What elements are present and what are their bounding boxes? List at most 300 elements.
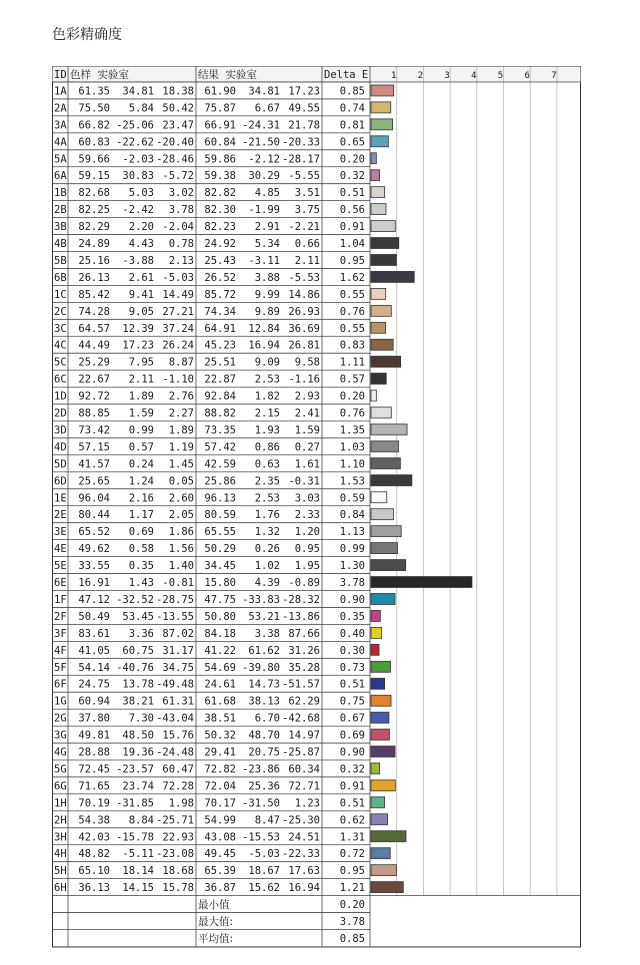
row-id: 4D — [54, 441, 67, 454]
result-L: 49.45 — [204, 848, 236, 861]
result-L: 43.08 — [204, 831, 236, 844]
row-id: 6C — [54, 373, 67, 386]
result-L: 38.51 — [204, 712, 236, 725]
result-b: 17.23 — [288, 85, 320, 98]
delta-e-value: 0.91 — [339, 221, 365, 234]
sample-b: 31.17 — [162, 644, 194, 657]
delta-e-bar — [371, 865, 396, 876]
sample-b: -25.71 — [156, 814, 194, 827]
result-b: 1.20 — [294, 526, 320, 539]
sample-b: 15.76 — [162, 729, 194, 742]
row-id: 5F — [54, 661, 67, 674]
sample-b: -5.72 — [162, 170, 194, 183]
sample-a: 7.30 — [128, 712, 154, 725]
row-id: 6E — [54, 577, 67, 589]
row-id: 1F — [54, 593, 67, 606]
row-id: 1B — [54, 187, 67, 200]
sample-b: 34.75 — [162, 661, 194, 674]
delta-e-bar — [371, 407, 391, 418]
delta-e-value: 0.73 — [339, 661, 365, 674]
sample-L: 57.15 — [78, 441, 110, 454]
result-a: 6.67 — [254, 102, 280, 115]
result-b: 60.34 — [288, 763, 320, 776]
result-b: 26.81 — [288, 339, 320, 352]
delta-e-value: 0.76 — [339, 305, 365, 318]
sample-b: 18.38 — [162, 85, 194, 98]
sample-L: 48.82 — [78, 848, 110, 861]
delta-e-bar — [371, 746, 395, 757]
summary-value: 0.85 — [339, 932, 365, 945]
sample-a: -22.62 — [116, 136, 154, 149]
row-id: 1H — [54, 797, 67, 810]
sample-a: -25.06 — [116, 119, 154, 132]
result-a: -21.50 — [242, 136, 280, 149]
result-L: 25.51 — [204, 356, 236, 369]
result-b: 2.11 — [294, 254, 320, 267]
sample-b: 1.40 — [168, 560, 194, 573]
sample-a: 18.14 — [122, 865, 154, 878]
sample-a: 12.39 — [122, 322, 154, 335]
sample-L: 66.82 — [78, 119, 110, 132]
result-a: -31.50 — [242, 797, 280, 810]
result-a: 48.70 — [248, 729, 280, 742]
sample-a: 19.36 — [122, 746, 154, 759]
delta-e-bar — [371, 763, 380, 774]
sample-L: 26.13 — [78, 271, 110, 284]
sample-a: -2.03 — [122, 153, 154, 166]
row-id: 2A — [54, 102, 67, 115]
sample-L: 88.85 — [78, 407, 110, 420]
sample-a: 9.41 — [128, 288, 154, 301]
sample-b: 87.02 — [162, 627, 194, 640]
row-id: 1G — [54, 695, 67, 708]
delta-e-value: 1.31 — [339, 831, 365, 844]
result-L: 72.82 — [204, 763, 236, 776]
delta-e-value: 0.51 — [339, 678, 365, 691]
row-id: 4A — [54, 136, 67, 149]
sample-a: 0.69 — [128, 526, 154, 539]
result-a: 1.93 — [254, 424, 280, 437]
row-id: 1E — [54, 492, 67, 505]
delta-e-value: 0.59 — [339, 492, 365, 505]
delta-e-bar — [371, 509, 393, 520]
result-b: 1.59 — [294, 424, 320, 437]
row-id: 6B — [54, 271, 67, 284]
result-a: -1.99 — [248, 204, 280, 217]
row-id: 3E — [54, 526, 67, 539]
delta-e-value: 1.30 — [339, 560, 365, 573]
delta-e-bar — [371, 848, 390, 859]
sample-b: 0.05 — [168, 475, 194, 488]
delta-e-bar — [371, 492, 387, 503]
result-a: 34.81 — [248, 85, 280, 98]
row-id: 3C — [54, 322, 67, 335]
delta-e-bar — [371, 678, 385, 689]
sample-L: 44.49 — [78, 339, 110, 352]
result-b: 0.95 — [294, 543, 320, 556]
sample-a: 34.81 — [122, 85, 154, 98]
result-a: 1.32 — [254, 526, 280, 539]
row-id: 5B — [54, 254, 67, 267]
delta-e-bar — [371, 356, 401, 367]
result-L: 61.68 — [204, 695, 236, 708]
result-b: 16.94 — [288, 882, 320, 895]
result-b: 1.61 — [294, 458, 320, 471]
result-a: 1.76 — [254, 509, 280, 522]
result-L: 59.86 — [204, 153, 236, 166]
result-b: 72.71 — [288, 780, 320, 793]
result-L: 92.84 — [204, 390, 236, 403]
delta-e-bar — [371, 661, 390, 672]
sample-a: -23.57 — [116, 763, 154, 776]
row-id: 6H — [54, 882, 67, 895]
row-id: 1C — [54, 288, 67, 301]
result-a: -5.03 — [248, 848, 280, 861]
sample-a: -32.52 — [116, 593, 154, 606]
result-b: -25.30 — [282, 814, 320, 827]
color-accuracy-table — [52, 66, 582, 954]
result-a: 1.82 — [254, 390, 280, 403]
result-b: -25.87 — [282, 746, 320, 759]
delta-e-value: 1.03 — [339, 441, 365, 454]
sample-a: 1.43 — [128, 577, 154, 589]
result-b: 3.75 — [294, 204, 320, 217]
result-b: -28.17 — [282, 153, 320, 166]
result-b: 0.27 — [294, 441, 320, 454]
result-a: 2.91 — [254, 221, 280, 234]
page-title: 色彩精确度 — [52, 27, 122, 43]
sample-a: 2.20 — [128, 221, 154, 234]
result-b: 17.63 — [288, 865, 320, 878]
delta-e-bar — [371, 238, 399, 249]
result-a: 61.62 — [248, 644, 280, 657]
sample-b: -24.48 — [156, 746, 194, 759]
result-b: 62.29 — [288, 695, 320, 708]
delta-e-value: 0.51 — [339, 187, 365, 200]
row-id: 3B — [54, 221, 67, 234]
result-L: 24.61 — [204, 678, 236, 691]
result-b: 2.41 — [294, 407, 320, 420]
sample-a: 5.84 — [128, 102, 154, 115]
sample-a: -31.85 — [116, 797, 154, 810]
sample-a: 5.03 — [128, 187, 154, 200]
row-id: 1D — [54, 390, 67, 403]
row-id: 3G — [54, 729, 67, 742]
result-L: 57.42 — [204, 441, 236, 454]
sample-a: 1.24 — [128, 475, 154, 488]
delta-e-value: 0.74 — [339, 102, 365, 115]
delta-e-value: 1.35 — [339, 424, 365, 437]
sample-L: 71.65 — [78, 780, 110, 793]
result-L: 84.18 — [204, 627, 236, 640]
sample-a: 23.74 — [122, 780, 154, 793]
delta-e-bar — [371, 458, 400, 469]
sample-b: 2.60 — [168, 492, 194, 505]
delta-e-bar — [371, 305, 391, 316]
delta-e-value: 1.53 — [339, 475, 365, 488]
sample-a: 2.11 — [128, 373, 154, 386]
sample-b: -5.03 — [162, 271, 194, 284]
sample-L: 33.55 — [78, 560, 110, 573]
sample-b: 37.24 — [162, 322, 194, 335]
result-a: 2.15 — [254, 407, 280, 420]
header-result: 结果 实验室 — [198, 69, 257, 81]
sample-b: -28.75 — [156, 593, 194, 606]
sample-L: 96.04 — [78, 492, 110, 505]
delta-e-value: 0.81 — [339, 119, 365, 132]
header-delta-e: Delta E — [324, 69, 369, 81]
result-a: 4.39 — [254, 577, 280, 589]
delta-e-value: 3.78 — [339, 577, 365, 589]
result-a: 1.02 — [254, 560, 280, 573]
result-a: 12.84 — [248, 322, 280, 335]
delta-e-value: 0.90 — [339, 746, 365, 759]
result-L: 74.34 — [204, 305, 236, 318]
axis-tick-label: 7 — [551, 71, 557, 81]
result-a: 53.21 — [248, 610, 280, 623]
delta-e-bar — [371, 644, 379, 655]
sample-a: 13.78 — [122, 678, 154, 691]
row-id: 4E — [54, 543, 67, 556]
result-a: 5.34 — [254, 238, 280, 250]
result-L: 82.30 — [204, 204, 236, 217]
sample-L: 25.29 — [78, 356, 110, 369]
result-a: 3.38 — [254, 627, 280, 640]
result-b: -0.89 — [288, 577, 320, 589]
sample-L: 24.75 — [78, 678, 110, 691]
sample-L: 83.61 — [78, 627, 110, 640]
result-L: 64.91 — [204, 322, 236, 335]
sample-L: 24.89 — [78, 238, 110, 250]
delta-e-value: 0.75 — [339, 695, 365, 708]
sample-L: 50.49 — [78, 610, 110, 623]
row-id: 5D — [54, 458, 67, 471]
sample-a: -5.11 — [122, 848, 154, 861]
result-a: -3.11 — [248, 254, 280, 267]
result-b: 31.26 — [288, 644, 320, 657]
sample-b: 1.19 — [168, 441, 194, 454]
result-a: 16.94 — [248, 339, 280, 352]
delta-e-bar — [371, 729, 389, 740]
result-L: 96.13 — [204, 492, 236, 505]
sample-b: 1.56 — [168, 543, 194, 556]
sample-a: 4.43 — [128, 238, 154, 250]
sample-b: 3.02 — [168, 187, 194, 200]
sample-L: 65.10 — [78, 865, 110, 878]
result-b: 14.97 — [288, 729, 320, 742]
axis-tick-label: 3 — [444, 71, 450, 81]
result-L: 59.38 — [204, 170, 236, 183]
result-b: -1.16 — [288, 373, 320, 386]
sample-L: 36.13 — [78, 882, 110, 895]
sample-b: 2.05 — [168, 509, 194, 522]
row-id: 3D — [54, 424, 67, 437]
sample-a: 2.16 — [128, 492, 154, 505]
sample-L: 59.15 — [78, 170, 110, 183]
sample-b: -2.04 — [162, 221, 194, 234]
row-id: 6F — [54, 678, 67, 691]
delta-e-value: 1.04 — [339, 238, 365, 250]
sample-L: 60.83 — [78, 136, 110, 149]
sample-L: 60.94 — [78, 695, 110, 708]
sample-b: 1.86 — [168, 526, 194, 539]
result-L: 88.82 — [204, 407, 236, 420]
sample-a: 53.45 — [122, 610, 154, 623]
row-id: 2E — [54, 509, 67, 522]
result-b: 21.78 — [288, 119, 320, 132]
delta-e-value: 0.69 — [339, 729, 365, 742]
result-a: 9.09 — [254, 356, 280, 369]
row-id: 2B — [54, 204, 67, 217]
sample-L: 85.42 — [78, 288, 110, 301]
sample-L: 64.57 — [78, 322, 110, 335]
result-a: -2.12 — [248, 153, 280, 166]
sample-L: 41.57 — [78, 458, 110, 471]
row-id: 6G — [54, 780, 67, 793]
sample-a: 38.21 — [122, 695, 154, 708]
delta-e-bar — [371, 441, 399, 452]
result-b: -22.33 — [282, 848, 320, 861]
sample-L: 49.62 — [78, 543, 110, 556]
sample-L: 49.81 — [78, 729, 110, 742]
sample-L: 47.12 — [78, 593, 110, 606]
result-L: 61.90 — [204, 85, 236, 98]
sample-a: 1.59 — [128, 407, 154, 420]
result-L: 25.43 — [204, 254, 236, 267]
delta-e-bar — [371, 204, 386, 215]
sample-L: 54.38 — [78, 814, 110, 827]
result-L: 54.69 — [204, 661, 236, 674]
delta-e-value: 0.32 — [339, 763, 365, 776]
sample-b: 72.28 — [162, 780, 194, 793]
result-L: 29.41 — [204, 746, 236, 759]
delta-e-value: 0.76 — [339, 407, 365, 420]
result-L: 65.55 — [204, 526, 236, 539]
result-a: 3.88 — [254, 271, 280, 284]
result-a: 20.75 — [248, 746, 280, 759]
delta-e-bar — [371, 255, 396, 266]
sample-a: 0.57 — [128, 441, 154, 454]
result-b: 36.69 — [288, 322, 320, 335]
sample-a: 14.15 — [122, 882, 154, 895]
delta-e-value: 1.10 — [339, 458, 365, 471]
delta-e-bar — [371, 577, 472, 588]
sample-b: 61.31 — [162, 695, 194, 708]
delta-e-bar — [371, 136, 388, 147]
result-a: 15.62 — [248, 882, 280, 895]
result-L: 54.99 — [204, 814, 236, 827]
delta-e-value: 0.51 — [339, 797, 365, 810]
result-a: -23.86 — [242, 763, 280, 776]
delta-e-bar — [371, 390, 376, 401]
sample-b: 27.21 — [162, 305, 194, 318]
axis-tick-label: 1 — [390, 71, 397, 81]
result-b: 3.51 — [294, 187, 320, 200]
sample-b: 26.24 — [162, 339, 194, 352]
result-b: 3.03 — [294, 492, 320, 505]
result-L: 85.72 — [204, 288, 236, 301]
delta-e-value: 0.35 — [339, 610, 365, 623]
sample-b: 1.45 — [168, 458, 194, 471]
delta-e-value: 0.90 — [339, 593, 365, 606]
result-L: 45.23 — [204, 339, 236, 352]
delta-e-bar — [371, 271, 414, 282]
delta-e-bar — [371, 560, 406, 571]
sample-a: 0.24 — [128, 458, 154, 471]
result-a: 0.26 — [254, 543, 280, 556]
sample-b: 15.78 — [162, 882, 194, 895]
sample-L: 42.03 — [78, 831, 110, 844]
sample-b: 2.27 — [168, 407, 194, 420]
result-a: 2.35 — [254, 475, 280, 488]
sample-b: -49.48 — [156, 678, 194, 691]
axis-tick-label: 4 — [471, 71, 477, 81]
result-b: 24.51 — [288, 831, 320, 844]
sample-L: 73.42 — [78, 424, 110, 437]
delta-e-value: 0.95 — [339, 254, 365, 267]
delta-e-bar — [371, 543, 397, 554]
delta-e-bar — [371, 814, 388, 825]
delta-e-bar — [371, 288, 386, 299]
sample-L: 25.65 — [78, 475, 110, 488]
result-L: 24.92 — [204, 238, 236, 250]
delta-e-bar — [371, 712, 389, 723]
delta-e-bar — [371, 831, 406, 842]
result-L: 66.91 — [204, 119, 236, 132]
delta-e-bar — [371, 610, 380, 621]
result-L: 26.52 — [204, 271, 236, 284]
row-id: 3F — [54, 627, 67, 640]
sample-L: 75.50 — [78, 102, 110, 115]
result-L: 60.84 — [204, 136, 236, 149]
axis-tick-label: 6 — [524, 71, 530, 81]
sample-b: 3.78 — [168, 204, 194, 217]
delta-e-value: 0.91 — [339, 780, 365, 793]
sample-b: 1.89 — [168, 424, 194, 437]
delta-e-value: 0.55 — [339, 322, 365, 335]
delta-e-value: 0.62 — [339, 814, 365, 827]
result-a: 9.99 — [254, 288, 280, 301]
delta-e-bar — [371, 339, 393, 350]
result-a: 4.85 — [254, 187, 280, 200]
delta-e-value: 0.67 — [339, 712, 365, 725]
summary-label: 平均值: — [198, 932, 234, 945]
summary-label: 最小值 — [198, 899, 230, 912]
result-b: 1.23 — [294, 797, 320, 810]
delta-e-value: 0.65 — [339, 136, 365, 149]
result-a: -15.53 — [242, 831, 280, 844]
row-id: 3A — [54, 119, 67, 132]
sample-b: -28.46 — [156, 153, 194, 166]
sample-b: 1.98 — [168, 797, 194, 810]
delta-e-bar — [371, 170, 380, 181]
sample-b: -43.04 — [156, 712, 194, 725]
delta-e-bar — [371, 695, 391, 706]
result-b: 14.86 — [288, 288, 320, 301]
sample-L: 37.80 — [78, 712, 110, 725]
delta-e-value: 0.32 — [339, 170, 365, 183]
delta-e-value: 0.99 — [339, 543, 365, 556]
sample-a: 30.83 — [122, 170, 154, 183]
sample-a: 1.89 — [128, 390, 154, 403]
result-L: 47.75 — [204, 593, 236, 606]
result-L: 50.32 — [204, 729, 236, 742]
summary-value: 0.20 — [339, 899, 365, 912]
sample-a: -3.88 — [122, 254, 154, 267]
delta-e-value: 0.20 — [339, 390, 365, 403]
row-id: 2C — [54, 305, 67, 318]
sample-b: 2.76 — [168, 390, 194, 403]
